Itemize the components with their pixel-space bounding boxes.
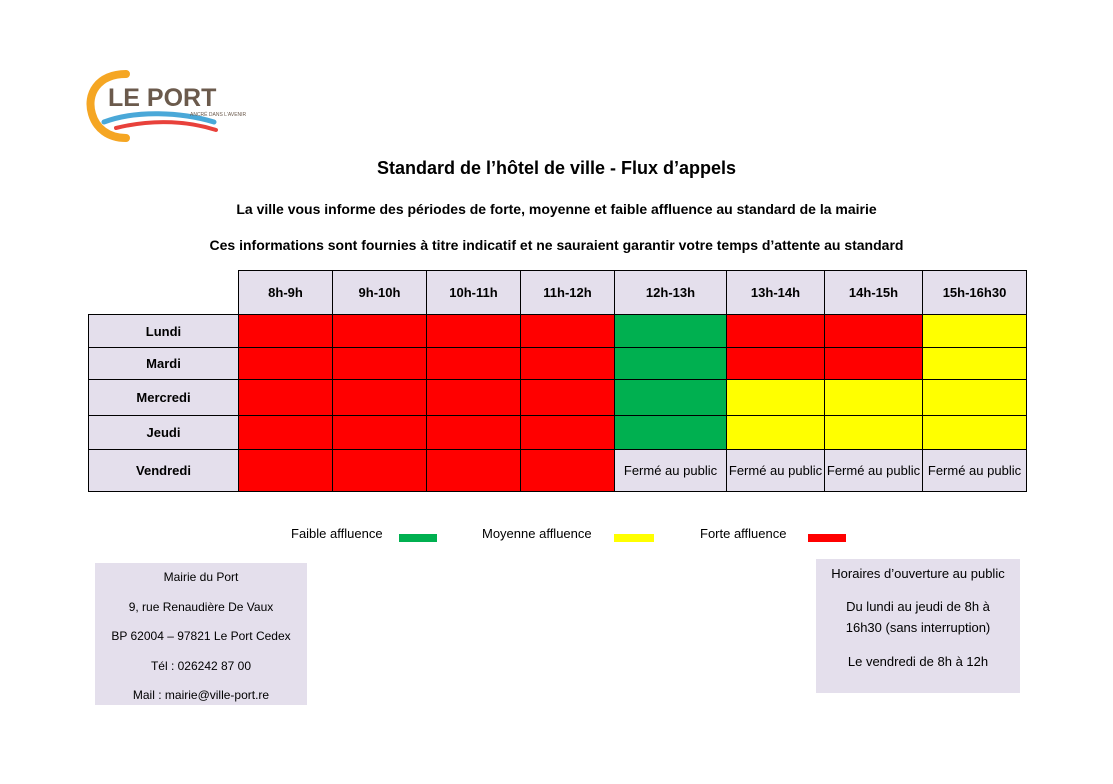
legend-faible-swatch [399, 534, 437, 542]
cell-closed: Fermé au public [825, 450, 923, 492]
legend-forte-label: Forte affluence [700, 526, 787, 541]
table-row [89, 416, 1027, 450]
cell-forte [521, 380, 615, 416]
table-row [89, 315, 1027, 348]
svg-text:LE PORT: LE PORT [108, 84, 217, 112]
column-header: 10h-11h [427, 271, 521, 315]
cell-faible [615, 348, 727, 380]
cell-forte [239, 315, 333, 348]
opening-hours-box [816, 559, 1020, 693]
svg-text:ANCRÉ DANS L'AVENIR: ANCRÉ DANS L'AVENIR [190, 112, 247, 118]
address-street: 9, rue Renaudière De Vaux [128, 600, 274, 614]
hours-line-2: 16h30 (sans interruption) [845, 620, 991, 635]
cell-forte [333, 380, 427, 416]
cell-moyenne [923, 380, 1027, 416]
affluence-table [88, 270, 1027, 492]
cell-closed: Fermé au public [615, 450, 727, 492]
cell-forte [239, 380, 333, 416]
table-row [89, 348, 1027, 380]
hours-line-1: Du lundi au jeudi de 8h à [846, 599, 990, 614]
info-line-1: La ville vous informe des périodes de forte, moyenne et faible affluence au standard de la mairie [236, 201, 877, 217]
cell-forte [239, 416, 333, 450]
cell-moyenne [923, 315, 1027, 348]
cell-forte [333, 348, 427, 380]
column-header: 9h-10h [333, 271, 427, 315]
cell-forte [333, 315, 427, 348]
column-header: 14h-15h [825, 271, 923, 315]
column-header: 11h-12h [521, 271, 615, 315]
cell-moyenne [923, 416, 1027, 450]
cell-forte [521, 450, 615, 492]
address-phone: Tél : 026242 87 00 [150, 659, 252, 673]
cell-forte [727, 348, 825, 380]
legend-faible-label: Faible affluence [291, 526, 383, 541]
table-header-row [89, 271, 1027, 315]
le-port-logo [86, 70, 258, 142]
cell-forte [727, 315, 825, 348]
legend-moyenne-label: Moyenne affluence [482, 526, 592, 541]
column-header: 8h-9h [239, 271, 333, 315]
hours-line-3: Le vendredi de 8h à 12h [847, 654, 989, 669]
cell-forte [427, 450, 521, 492]
page-title: Standard de l’hôtel de ville - Flux d’appels [376, 158, 737, 178]
cell-forte [427, 380, 521, 416]
cell-closed: Fermé au public [923, 450, 1027, 492]
cell-faible [615, 416, 727, 450]
table-row [89, 380, 1027, 416]
day-label: Lundi [89, 315, 239, 348]
day-label: Vendredi [89, 450, 239, 492]
day-label: Jeudi [89, 416, 239, 450]
cell-closed: Fermé au public [727, 450, 825, 492]
info-line-2: Ces informations sont fournies à titre indicatif et ne sauraient garantir votre temps d’attente au standard [209, 237, 904, 253]
day-label: Mardi [89, 348, 239, 380]
day-label: Mercredi [89, 380, 239, 416]
cell-forte [825, 315, 923, 348]
address-name: Mairie du Port [163, 570, 239, 584]
cell-faible [615, 380, 727, 416]
address-box [95, 563, 307, 705]
cell-forte [333, 450, 427, 492]
cell-moyenne [825, 380, 923, 416]
cell-forte [521, 416, 615, 450]
column-header: 12h-13h [615, 271, 727, 315]
cell-moyenne [727, 380, 825, 416]
cell-forte [239, 348, 333, 380]
cell-forte [521, 315, 615, 348]
cell-forte [239, 450, 333, 492]
address-bp: BP 62004 – 97821 Le Port Cedex [111, 629, 291, 643]
cell-forte [427, 348, 521, 380]
cell-moyenne [825, 416, 923, 450]
cell-forte [521, 348, 615, 380]
cell-faible [615, 315, 727, 348]
legend-forte-swatch [808, 534, 846, 542]
table-row [89, 450, 1027, 492]
cell-forte [427, 416, 521, 450]
column-header: 13h-14h [727, 271, 825, 315]
table-corner [89, 271, 239, 315]
cell-forte [333, 416, 427, 450]
cell-forte [427, 315, 521, 348]
cell-moyenne [923, 348, 1027, 380]
cell-forte [825, 348, 923, 380]
cell-moyenne [727, 416, 825, 450]
hours-title: Horaires d’ouverture au public [831, 566, 1005, 581]
column-header: 15h-16h30 [923, 271, 1027, 315]
address-email: Mail : mairie@ville-port.re [132, 688, 270, 702]
legend-moyenne-swatch [614, 534, 654, 542]
